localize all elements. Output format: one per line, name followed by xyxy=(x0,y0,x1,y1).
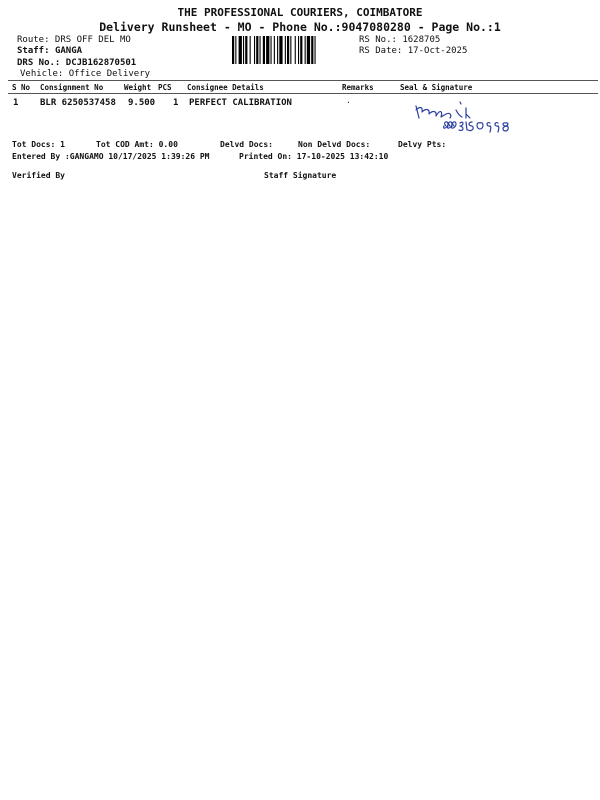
row-sno: 1 xyxy=(13,98,19,108)
row-consignment-no: BLR 6250537458 xyxy=(40,98,116,108)
staff-signature-label: Staff Signature xyxy=(264,171,337,180)
col-header-consignee: Consignee Details xyxy=(187,83,264,92)
col-header-seal: Seal & Signature xyxy=(400,83,473,92)
route-label: Route: DRS OFF DEL MO xyxy=(17,35,131,45)
table-top-rule xyxy=(8,80,598,81)
row-weight: 9.500 xyxy=(128,98,156,108)
row-remarks: . xyxy=(346,96,351,105)
company-title: THE PROFESSIONAL COURIERS, COIMBATORE xyxy=(177,6,423,19)
rs-date: RS Date: 17-Oct-2025 xyxy=(359,46,468,56)
drs-line xyxy=(17,58,136,68)
non-delivered-docs: Non Delvd Docs: xyxy=(298,140,371,149)
total-cod-amount: Tot COD Amt: 0.00 xyxy=(96,140,178,149)
vehicle-label: Vehicle: Office Delivery xyxy=(20,69,151,79)
drs-label: DRS No.: xyxy=(17,58,61,68)
staff-label: Staff: xyxy=(17,46,50,56)
delivered-docs: Delvd Docs: xyxy=(220,140,273,149)
col-header-sno: S No xyxy=(12,83,31,92)
rs-number: RS No.: 1628705 xyxy=(359,35,441,45)
table-header-rule xyxy=(8,93,598,94)
barcode-image xyxy=(232,36,354,64)
verified-by-label: Verified By xyxy=(12,171,65,180)
handwritten-signature xyxy=(410,96,560,136)
entered-by: Entered By :GANGAMO 10/17/2025 1:39:26 PM xyxy=(12,152,210,161)
row-consignee: PERFECT CALIBRATION xyxy=(189,98,292,108)
printed-on: Printed On: 17-10-2025 13:42:10 xyxy=(239,152,389,161)
col-header-remarks: Remarks xyxy=(342,83,374,92)
runsheet-title: Delivery Runsheet - MO - Phone No.:9047080280 - Page No.:1 xyxy=(99,20,501,34)
delivery-points: Delvy Pts: xyxy=(398,140,447,149)
staff-line xyxy=(17,46,82,56)
staff-value: GANGA xyxy=(54,46,83,56)
total-docs: Tot Docs: 1 xyxy=(12,140,65,149)
col-header-consignment: Consignment No xyxy=(40,83,104,92)
col-header-weight: Weight xyxy=(124,83,152,92)
col-header-pcs: PCS xyxy=(158,83,172,92)
drs-value: DCJB162870501 xyxy=(65,58,137,68)
row-pcs: 1 xyxy=(173,98,179,108)
